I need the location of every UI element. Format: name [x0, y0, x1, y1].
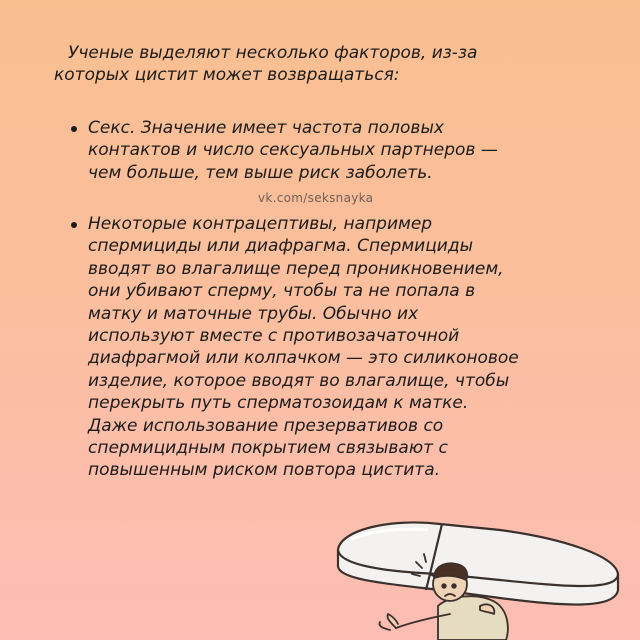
bullet-line: диафрагмой или колпачком — это силиконовое [88, 348, 519, 369]
bullet-item-contraceptives [88, 213, 608, 482]
bullet-line: они убивают сперму, чтобы та не попала в [88, 281, 476, 302]
bullet-line: перекрыть путь сперматозоидам к матке. [88, 393, 469, 414]
pill-icon [338, 522, 618, 604]
intro-line: которых цистит может возвращаться: [54, 65, 400, 86]
bullet-line: Некоторые контрацептивы, например [88, 214, 433, 234]
bullet-line: контактов и число сексуальных партнеров — [88, 140, 498, 161]
pill-illustration [330, 510, 640, 640]
bullet-line: спермицидным покрытием связывают с [88, 438, 448, 459]
intro-line: Ученые выделяют несколько факторов, из-за [68, 43, 478, 63]
intro-paragraph [54, 42, 594, 87]
bullet-line: повышенным риском повтора цистита. [88, 460, 441, 481]
bullet-line: Даже использование презервативов со [88, 415, 444, 436]
bullet-line: чем больше, тем выше риск заболеть. [88, 162, 433, 183]
bullet-line: используют вместе с противозачаточной [88, 326, 460, 347]
bullet-line: матку и маточные трубы. Обычно их [88, 303, 419, 324]
bullet-item-sex [88, 117, 608, 184]
bullet-line: изделие, которое вводят во влагалище, чтобы [88, 370, 510, 391]
bullet-line: Секс. Значение имеет частота половых [88, 118, 444, 138]
bullet-line: вводят во влагалище перед проникновением, [88, 258, 504, 279]
watermark: vk.com/seksnayka [258, 191, 374, 205]
bullet-line: спермициды или диафрагма. Спермициды [88, 236, 473, 257]
